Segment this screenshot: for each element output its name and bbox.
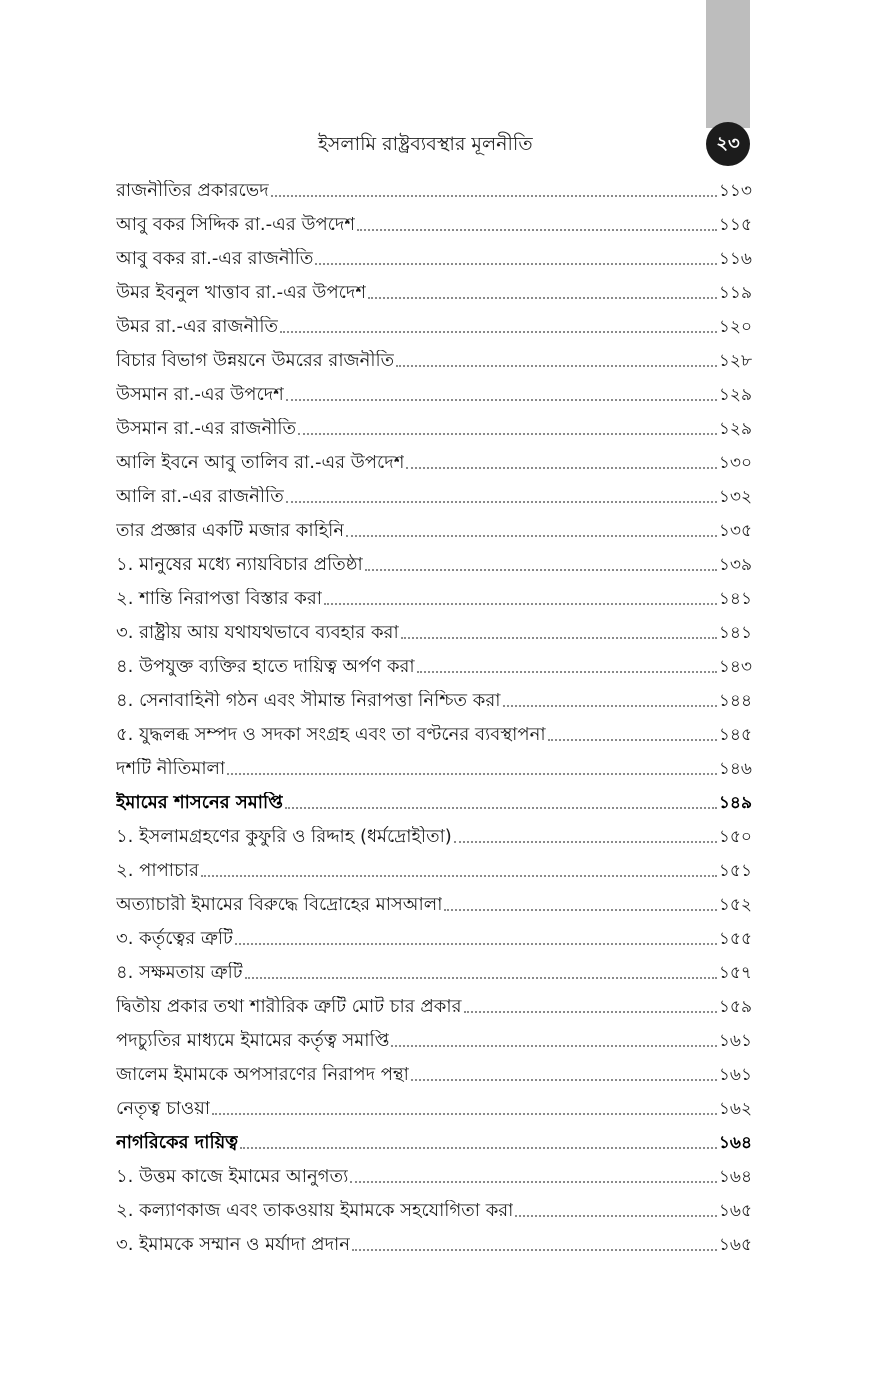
toc-entry — [116, 202, 752, 236]
toc-entry — [116, 610, 752, 644]
toc-entry — [116, 406, 752, 440]
toc-entry-page: ১৬১ — [718, 1065, 752, 1085]
page-number-badge: ২৩ — [706, 122, 750, 166]
dot-leader — [286, 399, 717, 401]
toc-entry — [116, 746, 752, 780]
toc-entry-page: ১১৬ — [718, 249, 752, 269]
toc-entry-title: নেতৃত্ব চাওয়া — [116, 1098, 211, 1119]
toc-entry-page: ১৫৫ — [718, 929, 752, 949]
toc-entry-page: ১৪৫ — [718, 725, 752, 745]
toc-entry-page: ১৫২ — [718, 895, 752, 915]
toc-entry-page: ১১৩ — [718, 181, 752, 201]
toc-entry — [116, 848, 752, 882]
running-title: ইসলামি রাষ্ট্রব্যবস্থার মূলনীতি — [318, 133, 533, 155]
dot-leader — [286, 501, 717, 503]
dot-leader — [444, 909, 716, 911]
toc-entry-page: ১৩৫ — [718, 521, 752, 541]
dot-leader — [315, 263, 716, 265]
dot-leader — [240, 1147, 717, 1149]
toc-entry-title: ৪. সেনাবাহিনী গঠন এবং সীমান্ত নিরাপত্তা নিশ্চিত করা — [116, 690, 501, 711]
toc-entry-page: ১৫১ — [718, 861, 752, 881]
toc-entry — [116, 304, 752, 338]
toc-entry — [116, 984, 752, 1018]
toc-entry-page: ১৩০ — [718, 453, 752, 473]
toc-entry-page: ১৪১ — [718, 623, 752, 643]
toc-entry-page: ১৬২ — [718, 1099, 752, 1119]
toc-entry — [116, 1018, 752, 1052]
dot-leader — [357, 229, 717, 231]
toc-entry — [116, 372, 752, 406]
page-tab-strip — [706, 0, 750, 128]
toc-entry-page: ১৩২ — [718, 487, 752, 507]
toc-entry-title: উসমান রা.-এর রাজনীতি — [116, 418, 297, 439]
toc-entry — [116, 1222, 752, 1256]
toc-entry-page: ১২৯ — [718, 419, 752, 439]
dot-leader — [411, 1079, 717, 1081]
dot-leader — [352, 1249, 717, 1251]
dot-leader — [235, 943, 717, 945]
toc-entry — [116, 712, 752, 746]
toc-entry — [116, 236, 752, 270]
toc-entry-title: রাজনীতির প্রকারভেদ — [116, 180, 269, 201]
toc-entry-page: ১৫৭ — [718, 963, 752, 983]
toc-entry-page: ১৬৪ — [718, 1167, 752, 1187]
dot-leader — [346, 535, 717, 537]
dot-leader — [401, 637, 717, 639]
toc-entry — [116, 814, 752, 848]
toc-entry-title: উমর রা.-এর রাজনীতি — [116, 316, 279, 337]
toc-entry-page: ১৩৯ — [718, 555, 752, 575]
toc-entry — [116, 1052, 752, 1086]
dot-leader — [298, 433, 717, 435]
toc-entry-title: ২. পাপাচার — [116, 860, 199, 881]
toc-entry-title: ৪. উপযুক্ত ব্যক্তির হাতে দায়িত্ব অর্পণ করা — [116, 656, 415, 677]
toc-entry-page: ১৬৫ — [718, 1201, 752, 1221]
toc-entry-title: তার প্রজ্ঞার একটি মজার কাহিনি — [116, 520, 345, 541]
toc-entry — [116, 1154, 752, 1188]
toc-entry — [116, 1086, 752, 1120]
toc-entry-title: ১. মানুষের মধ্যে ন্যায়বিচার প্রতিষ্ঠা — [116, 554, 363, 575]
toc-entry-page: ১১৯ — [718, 283, 752, 303]
toc-entry-page: ১১৫ — [718, 215, 752, 235]
dot-leader — [324, 603, 717, 605]
dot-leader — [227, 773, 717, 775]
toc-entry — [116, 542, 752, 576]
dot-leader — [548, 739, 717, 741]
dot-leader — [406, 467, 717, 469]
toc-entry — [116, 508, 752, 542]
toc-entry-page: ১৪৬ — [718, 759, 752, 779]
toc-entry — [116, 678, 752, 712]
toc-entry — [116, 168, 752, 202]
toc-entry-title: বিচার বিভাগ উন্নয়নে উমরের রাজনীতি — [116, 350, 395, 371]
toc-entry — [116, 916, 752, 950]
toc-entry-title: আবু বকর রা.-এর রাজনীতি — [116, 248, 314, 269]
toc-entry — [116, 882, 752, 916]
toc-entry-title: ১. ইসলামগ্রহণের কুফুরি ও রিদ্দাহ (ধর্মদ্রোহীতা) — [116, 826, 452, 847]
toc-entry-title: অত্যাচারী ইমামের বিরুদ্ধে বিদ্রোহের মাসআলা — [116, 894, 443, 915]
toc-entry-title: নাগরিকের দায়িত্ব — [116, 1132, 239, 1153]
dot-leader — [391, 1045, 716, 1047]
dot-leader — [285, 807, 717, 809]
dot-leader — [503, 705, 717, 707]
toc-entry-page: ১৫৯ — [718, 997, 752, 1017]
toc-entry-page: ১৪৩ — [718, 657, 752, 677]
toc-entry-page: ১৬৫ — [718, 1235, 752, 1255]
toc-entry-page: ১২০ — [718, 317, 752, 337]
toc-entry — [116, 576, 752, 610]
toc-entry — [116, 474, 752, 508]
dot-leader — [464, 1011, 717, 1013]
dot-leader — [245, 977, 717, 979]
toc-entry-page: ১৪৪ — [718, 691, 752, 711]
page-header — [0, 118, 870, 168]
toc-entry-title: দ্বিতীয় প্রকার তথা শারীরিক ত্রুটি মোট চার প্রকার — [116, 996, 462, 1017]
toc-entry-title: ইমামের শাসনের সমাপ্তি — [116, 792, 283, 813]
dot-leader — [515, 1215, 716, 1217]
toc-entry-title: দশটি নীতিমালা — [116, 758, 226, 779]
toc-entry-title: ৩. রাষ্ট্রীয় আয় যথাযথভাবে ব্যবহার করা — [116, 622, 399, 643]
toc-entry-title: ১. উত্তম কাজে ইমামের আনুগত্য — [116, 1166, 349, 1187]
toc-entry-page: ১৪১ — [718, 589, 752, 609]
toc-entry — [116, 644, 752, 678]
dot-leader — [396, 365, 717, 367]
dot-leader — [368, 297, 717, 299]
toc-entry-page: ১৪৯ — [718, 793, 752, 813]
toc-entry-title: ৩. কর্তৃত্বের ত্রুটি — [116, 928, 233, 949]
toc-entry — [116, 338, 752, 372]
toc-entry — [116, 270, 752, 304]
toc-entry-page: ১৫০ — [718, 827, 752, 847]
toc-entry-title: জালেম ইমামকে অপসারণের নিরাপদ পন্থা — [116, 1064, 409, 1085]
toc-entry-page: ১৬৪ — [718, 1133, 752, 1153]
toc-entry-title: ৫. যুদ্ধলব্ধ সম্পদ ও সদকা সংগ্রহ এবং তা বণ্টনের ব্যবস্থাপনা — [116, 724, 546, 745]
dot-leader — [280, 331, 717, 333]
toc-entry-page: ১৬১ — [718, 1031, 752, 1051]
dot-leader — [417, 671, 717, 673]
dot-leader — [365, 569, 717, 571]
toc-entry-title: আলি ইবনে আবু তালিব রা.-এর উপদেশ — [116, 452, 405, 473]
toc-entry-title: পদচ্যুতির মাধ্যমে ইমামের কর্তৃত্ব সমাপ্তি — [116, 1030, 390, 1051]
toc-entry — [116, 1188, 752, 1222]
toc-section-heading — [116, 1120, 752, 1154]
toc-entry-title: আলি রা.-এর রাজনীতি — [116, 486, 284, 507]
toc-section-heading — [116, 780, 752, 814]
toc-entry-title: ২. শান্তি নিরাপত্তা বিস্তার করা — [116, 588, 323, 609]
table-of-contents — [116, 168, 752, 1256]
toc-entry-title: ৩. ইমামকে সম্মান ও মর্যাদা প্রদান — [116, 1234, 351, 1255]
toc-entry-page: ১২৮ — [718, 351, 752, 371]
toc-entry-page: ১২৯ — [718, 385, 752, 405]
toc-entry-title: আবু বকর সিদ্দিক রা.-এর উপদেশ — [116, 214, 356, 235]
toc-entry-title: উসমান রা.-এর উপদেশ — [116, 384, 284, 405]
toc-entry — [116, 440, 752, 474]
toc-entry-title: ৪. সক্ষমতায় ত্রুটি — [116, 962, 243, 983]
dot-leader — [350, 1181, 717, 1183]
toc-entry-title: ২. কল্যাণকাজ এবং তাকওয়ায় ইমামকে সহযোগিতা করা — [116, 1200, 514, 1221]
toc-entry — [116, 950, 752, 984]
dot-leader — [201, 875, 717, 877]
dot-leader — [271, 195, 717, 197]
dot-leader — [454, 841, 717, 843]
toc-entry-title: উমর ইবনুল খাত্তাব রা.-এর উপদেশ — [116, 282, 367, 303]
dot-leader — [212, 1113, 717, 1115]
